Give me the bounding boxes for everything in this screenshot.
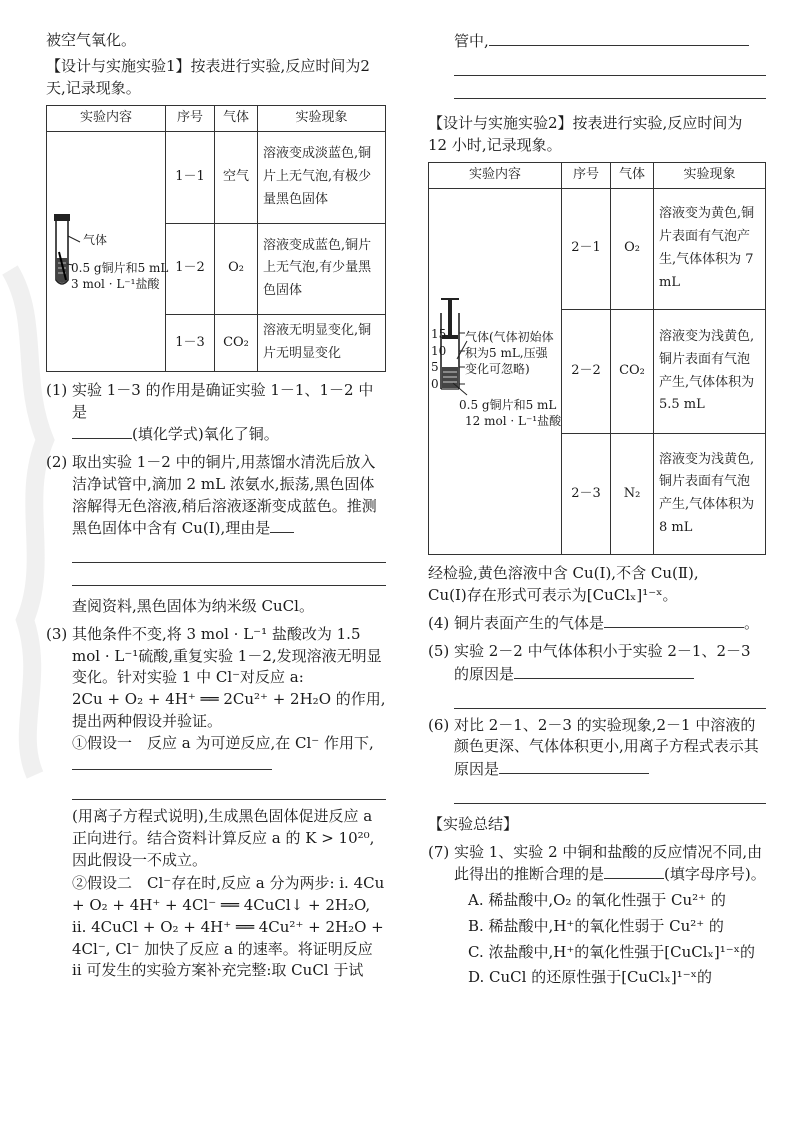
row-phenomenon: 溶液变为黄色,铜片表面有气泡产生,气体体积为 7 mL — [654, 189, 766, 310]
tube-answer-line-2[interactable] — [454, 76, 766, 99]
q5-answer-line[interactable] — [454, 686, 766, 709]
table1-header-phenomenon: 实验现象 — [258, 106, 386, 132]
row-no: 1－2 — [166, 223, 215, 314]
summary-title: 【实验总结】 — [428, 814, 519, 833]
tube-answer-line-1[interactable] — [454, 53, 766, 76]
diagram-gas-note: 气体(气体初始体积为5 mL,压强变化可忽略) — [465, 330, 554, 377]
hypothesis-1-cont: (用离子方程式说明),生成黑色固体促进反应 a 正向进行。结合资料计算反应 a 的 K > 10²⁰,因此假设一不成立。 — [72, 807, 375, 869]
diagram-reagent-label-1: 0.5 g铜片和5 mL — [71, 261, 169, 276]
left-column — [46, 30, 386, 982]
row-no: 2－2 — [562, 309, 611, 434]
question-3: (3) 其他条件不变,将 3 mol · L⁻¹ 盐酸改为 1.5 mol · L⁻¹硫酸,重复实验 1－2,发现溶液无明显变化。针对实验 1 中 Cl⁻对反应 a: 2Cu + O₂ + 4H⁺ ══ 2Cu²⁺ + 2H₂O 的作用, 提出两种假设并验证。 ①假设一 反应 a 为可逆反应,在 Cl⁻ 作用下, — [46, 624, 386, 777]
row-no: 1－1 — [166, 132, 215, 223]
table2-header-content: 实验内容 — [429, 163, 562, 189]
question-2: (2) 取出实验 1－2 中的铜片,用蒸馏水清洗后放入洁净试管中,滴加 2 mL 浓氨水,振荡,黑色固体溶解得无色溶液,稍后溶液逐渐变成蓝色。推测黑色固体中含有 Cu(Ⅰ),理由是 — [46, 453, 377, 538]
table2-header-no: 序号 — [562, 163, 611, 189]
after-table-text: 经检验,黄色溶液中含 Cu(Ⅰ),不含 Cu(Ⅱ), Cu(Ⅰ)存在形式可表示为[CuClₓ]¹⁻ˣ。 — [428, 563, 699, 604]
row-phenomenon: 溶液无明显变化,铜片无明显变化 — [258, 315, 386, 372]
exp2-title: 【设计与实施实验2】按表进行实验,反应时间为 12 小时,记录现象。 — [428, 113, 743, 154]
q1-answer-blank[interactable] — [72, 423, 132, 439]
diagram-gas-label: 气体 — [83, 233, 108, 248]
q6-answer-line[interactable] — [454, 781, 766, 804]
diagram-reagent-label-2: 3 mol · L⁻¹盐酸 — [71, 277, 160, 292]
hyp1-answer-line[interactable] — [72, 777, 386, 800]
table1-header-gas: 气体 — [215, 106, 258, 132]
tube-answer: 管中, — [428, 30, 766, 53]
question-7: (7) 实验 1、实验 2 中铜和盐酸的反应情况不同,由此得出的推断合理的是 (填字母序号)。 — [428, 842, 766, 884]
q2-answer-line-2[interactable] — [72, 563, 386, 586]
hyp1-answer-blank[interactable] — [72, 754, 272, 770]
q2-answer-blank[interactable] — [270, 517, 294, 533]
option-d: D. CuCl 的还原性强于[CuClₓ]¹⁻ˣ的 — [468, 968, 712, 987]
row-no: 1－3 — [166, 315, 215, 372]
scale-5: 5 — [431, 360, 439, 375]
scale-15: 15 — [431, 327, 447, 342]
table1-header-no: 序号 — [166, 106, 215, 132]
q6-answer-blank[interactable] — [499, 758, 649, 774]
table2-header-gas: 气体 — [611, 163, 654, 189]
reaction-a-equation: 2Cu + O₂ + 4H⁺ ══ 2Cu²⁺ + 2H₂O 的作用, — [72, 690, 386, 709]
q7-answer-blank[interactable] — [604, 863, 664, 879]
intro-line: 被空气氧化。 — [46, 31, 137, 49]
table2-header-phenomenon: 实验现象 — [654, 163, 766, 189]
experiment1-table — [46, 105, 386, 372]
row-no: 2－3 — [562, 434, 611, 555]
question-5: (5) 实验 2－2 中气体体积小于实验 2－1、2－3 的原因是 — [428, 642, 751, 683]
diagram-reagent-label-2: 12 mol · L⁻¹盐酸 — [465, 414, 562, 429]
option-c: C. 浓盐酸中,H⁺的氧化性强于[CuClₓ]¹⁻ˣ的 — [468, 942, 756, 961]
hypothesis-2: ②假设二 Cl⁻存在时,反应 a 分为两步: ⅰ. 4Cu + O₂ + 4H⁺ + 4Cl⁻ ══ 4CuCl↓ + 2H₂O, ⅱ. 4CuCl + O₂ + 4H⁺ ══ 4Cu²⁺ + 2H₂O + 4Cl⁻, Cl⁻ 加快了反应 a 的速率。将证明反应 ⅱ 可发生的实验方案补充完整:取 CuCl 于试 — [72, 874, 385, 980]
diagram-reagent-label-1: 0.5 g铜片和5 mL — [459, 398, 557, 413]
syringe-diagram — [429, 189, 562, 555]
row-gas: O₂ — [215, 223, 258, 314]
row-phenomenon: 溶液变成淡蓝色,铜片上无气泡,有极少量黑色固体 — [258, 132, 386, 223]
option-a: A. 稀盐酸中,O₂ 的氧化性强于 Cu²⁺ 的 — [468, 891, 726, 910]
table-row — [47, 132, 386, 223]
test-tube-diagram — [47, 132, 169, 372]
option-b: B. 稀盐酸中,H⁺的氧化性弱于 Cu²⁺ 的 — [468, 916, 724, 935]
row-phenomenon: 溶液变成蓝色,铜片上无气泡,有少量黑色固体 — [258, 223, 386, 314]
row-gas: N₂ — [611, 434, 654, 555]
tube-answer-blank[interactable] — [489, 30, 749, 46]
scale-0: 0 — [431, 377, 439, 392]
q5-answer-blank[interactable] — [514, 663, 694, 679]
table-row — [429, 189, 766, 310]
scale-10: 10 — [431, 344, 447, 359]
row-gas: CO₂ — [215, 315, 258, 372]
hypothesis-1: ①假设一 反应 a 为可逆反应,在 Cl⁻ 作用下, — [72, 733, 374, 752]
q2-answer-line-1[interactable] — [72, 540, 386, 563]
row-phenomenon: 溶液变为浅黄色,铜片表面有气泡产生,气体体积为 5.5 mL — [654, 309, 766, 434]
question-6: (6) 对比 2－1、2－3 的实验现象,2－1 中溶液的颜色更深、气体体积更小,用离子方程式表示其原因是 — [428, 715, 759, 779]
row-gas: CO₂ — [611, 309, 654, 434]
row-no: 2－1 — [562, 189, 611, 310]
info-text: 查阅资料,黑色固体为纳米级 CuCl。 — [72, 597, 314, 616]
experiment2-table — [428, 162, 766, 555]
row-gas: 空气 — [215, 132, 258, 223]
table1-header-content: 实验内容 — [47, 106, 166, 132]
question-4: (4) 铜片表面产生的气体是 。 — [428, 614, 760, 633]
question-1: (1) 实验 1－3 的作用是确证实验 1－1、1－2 中是 (填化学式)氧化了铜。 — [46, 380, 374, 444]
q4-answer-blank[interactable] — [604, 612, 744, 628]
right-column — [428, 30, 766, 989]
row-phenomenon: 溶液变为浅黄色,铜片表面有气泡产生,气体体积为 8 mL — [654, 434, 766, 555]
row-gas: O₂ — [611, 189, 654, 310]
exp1-title: 【设计与实施实验1】按表进行实验,反应时间为2 天,记录现象。 — [46, 56, 370, 97]
